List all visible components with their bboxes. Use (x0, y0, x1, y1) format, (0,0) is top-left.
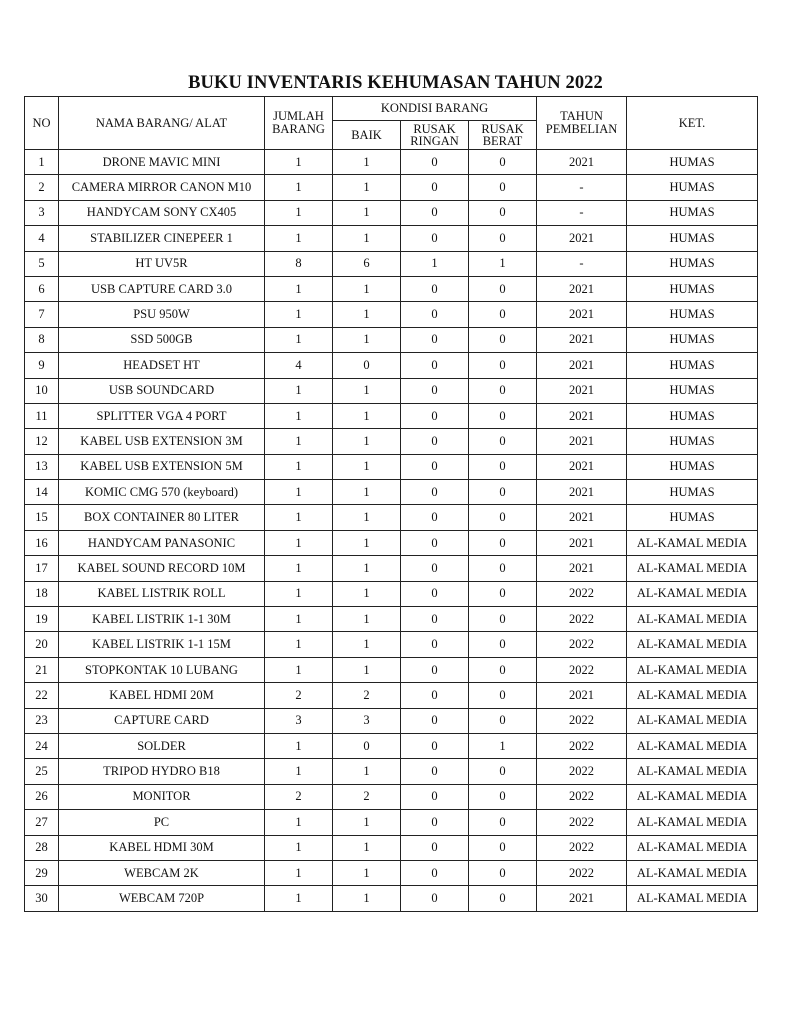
cell-baik: 1 (333, 759, 401, 784)
cell-no: 5 (25, 251, 59, 276)
cell-nama-barang: KABEL HDMI 30M (59, 835, 265, 860)
cell-rusak-berat: 1 (469, 733, 537, 758)
cell-nama-barang: KABEL HDMI 20M (59, 683, 265, 708)
cell-ket: AL-KAMAL MEDIA (627, 683, 758, 708)
cell-tahun-pembelian: 2022 (537, 784, 627, 809)
cell-rusak-ringan: 0 (401, 530, 469, 555)
table-row (25, 327, 758, 352)
cell-ket: AL-KAMAL MEDIA (627, 733, 758, 758)
table-row (25, 835, 758, 860)
cell-jumlah: 1 (265, 480, 333, 505)
cell-jumlah: 1 (265, 403, 333, 428)
cell-rusak-ringan: 1 (401, 251, 469, 276)
cell-baik: 1 (333, 505, 401, 530)
table-row (25, 251, 758, 276)
cell-baik: 1 (333, 530, 401, 555)
cell-jumlah: 1 (265, 505, 333, 530)
cell-tahun-pembelian: 2021 (537, 505, 627, 530)
table-row (25, 607, 758, 632)
table-row (25, 530, 758, 555)
cell-ket: HUMAS (627, 353, 758, 378)
cell-no: 14 (25, 480, 59, 505)
cell-tahun-pembelian: 2022 (537, 708, 627, 733)
cell-jumlah: 1 (265, 733, 333, 758)
cell-nama-barang: PC (59, 810, 265, 835)
cell-no: 15 (25, 505, 59, 530)
cell-rusak-berat: 0 (469, 835, 537, 860)
cell-nama-barang: WEBCAM 2K (59, 860, 265, 885)
cell-rusak-ringan: 0 (401, 429, 469, 454)
cell-rusak-berat: 0 (469, 683, 537, 708)
cell-ket: HUMAS (627, 226, 758, 251)
cell-no: 12 (25, 429, 59, 454)
cell-rusak-berat: 0 (469, 632, 537, 657)
table-row (25, 454, 758, 479)
cell-baik: 1 (333, 607, 401, 632)
cell-nama-barang: KOMIC CMG 570 (keyboard) (59, 480, 265, 505)
cell-rusak-ringan: 0 (401, 632, 469, 657)
cell-ket: HUMAS (627, 302, 758, 327)
cell-rusak-berat: 1 (469, 251, 537, 276)
cell-baik: 2 (333, 784, 401, 809)
cell-no: 30 (25, 886, 59, 911)
cell-rusak-ringan: 0 (401, 175, 469, 200)
cell-rusak-berat: 0 (469, 302, 537, 327)
cell-baik: 1 (333, 200, 401, 225)
cell-jumlah: 1 (265, 200, 333, 225)
cell-jumlah: 1 (265, 454, 333, 479)
header-baik: BAIK (333, 121, 401, 150)
table-row (25, 683, 758, 708)
cell-baik: 1 (333, 378, 401, 403)
cell-rusak-ringan: 0 (401, 581, 469, 606)
cell-rusak-berat: 0 (469, 403, 537, 428)
cell-baik: 1 (333, 454, 401, 479)
cell-ket: HUMAS (627, 200, 758, 225)
cell-jumlah: 1 (265, 556, 333, 581)
cell-rusak-ringan: 0 (401, 276, 469, 301)
cell-rusak-ringan: 0 (401, 657, 469, 682)
cell-rusak-berat: 0 (469, 480, 537, 505)
cell-tahun-pembelian: 2022 (537, 581, 627, 606)
cell-rusak-ringan: 0 (401, 886, 469, 911)
cell-jumlah: 2 (265, 683, 333, 708)
cell-ket: HUMAS (627, 175, 758, 200)
cell-no: 21 (25, 657, 59, 682)
cell-jumlah: 1 (265, 530, 333, 555)
cell-ket: HUMAS (627, 378, 758, 403)
cell-tahun-pembelian: 2022 (537, 607, 627, 632)
table-row (25, 200, 758, 225)
cell-no: 6 (25, 276, 59, 301)
cell-rusak-berat: 0 (469, 607, 537, 632)
cell-tahun-pembelian: 2022 (537, 860, 627, 885)
cell-jumlah: 3 (265, 708, 333, 733)
cell-nama-barang: SPLITTER VGA 4 PORT (59, 403, 265, 428)
cell-no: 24 (25, 733, 59, 758)
cell-no: 29 (25, 860, 59, 885)
cell-no: 9 (25, 353, 59, 378)
cell-nama-barang: KABEL LISTRIK 1-1 15M (59, 632, 265, 657)
cell-ket: HUMAS (627, 150, 758, 175)
table-row (25, 302, 758, 327)
cell-tahun-pembelian: - (537, 200, 627, 225)
table-row (25, 353, 758, 378)
cell-ket: HUMAS (627, 251, 758, 276)
cell-no: 20 (25, 632, 59, 657)
table-body (25, 150, 758, 912)
cell-baik: 1 (333, 657, 401, 682)
cell-rusak-ringan: 0 (401, 403, 469, 428)
header-jumlah-barang (265, 97, 333, 150)
cell-ket: AL-KAMAL MEDIA (627, 708, 758, 733)
cell-tahun-pembelian: 2021 (537, 302, 627, 327)
header-ket: KET. (627, 97, 758, 150)
cell-tahun-pembelian: 2022 (537, 733, 627, 758)
cell-ket: HUMAS (627, 403, 758, 428)
cell-baik: 1 (333, 632, 401, 657)
cell-jumlah: 1 (265, 835, 333, 860)
cell-nama-barang: MONITOR (59, 784, 265, 809)
table-row (25, 150, 758, 175)
cell-no: 2 (25, 175, 59, 200)
cell-tahun-pembelian: 2022 (537, 759, 627, 784)
cell-rusak-berat: 0 (469, 378, 537, 403)
header-no: NO (25, 97, 59, 150)
cell-ket: HUMAS (627, 454, 758, 479)
cell-baik: 1 (333, 302, 401, 327)
cell-rusak-ringan: 0 (401, 353, 469, 378)
cell-jumlah: 1 (265, 759, 333, 784)
cell-tahun-pembelian: 2022 (537, 835, 627, 860)
cell-nama-barang: STOPKONTAK 10 LUBANG (59, 657, 265, 682)
table-row (25, 733, 758, 758)
cell-no: 19 (25, 607, 59, 632)
cell-ket: AL-KAMAL MEDIA (627, 581, 758, 606)
cell-ket: HUMAS (627, 327, 758, 352)
header-tahun-pembelian (537, 97, 627, 150)
header-rb-line1: RUSAK (481, 122, 524, 136)
cell-ket: HUMAS (627, 429, 758, 454)
header-tahun-line2: PEMBELIAN (545, 122, 618, 136)
header-rusak-berat (469, 121, 537, 150)
cell-nama-barang: HANDYCAM PANASONIC (59, 530, 265, 555)
table-row (25, 378, 758, 403)
cell-nama-barang: HANDYCAM SONY CX405 (59, 200, 265, 225)
header-nama-barang: NAMA BARANG/ ALAT (59, 97, 265, 150)
cell-baik: 1 (333, 150, 401, 175)
cell-nama-barang: BOX CONTAINER 80 LITER (59, 505, 265, 530)
table-row (25, 632, 758, 657)
cell-tahun-pembelian: 2021 (537, 327, 627, 352)
cell-jumlah: 4 (265, 353, 333, 378)
cell-ket: AL-KAMAL MEDIA (627, 886, 758, 911)
cell-rusak-berat: 0 (469, 454, 537, 479)
cell-rusak-berat: 0 (469, 556, 537, 581)
cell-nama-barang: WEBCAM 720P (59, 886, 265, 911)
cell-nama-barang: TRIPOD HYDRO B18 (59, 759, 265, 784)
cell-rusak-ringan: 0 (401, 708, 469, 733)
cell-baik: 1 (333, 860, 401, 885)
cell-tahun-pembelian: 2021 (537, 454, 627, 479)
cell-nama-barang: KABEL USB EXTENSION 3M (59, 429, 265, 454)
cell-ket: AL-KAMAL MEDIA (627, 530, 758, 555)
cell-baik: 1 (333, 429, 401, 454)
cell-no: 7 (25, 302, 59, 327)
cell-rusak-ringan: 0 (401, 378, 469, 403)
cell-rusak-berat: 0 (469, 327, 537, 352)
table-row (25, 403, 758, 428)
cell-rusak-ringan: 0 (401, 759, 469, 784)
header-jumlah-line2: BARANG (272, 122, 325, 136)
cell-jumlah: 1 (265, 607, 333, 632)
cell-tahun-pembelian: 2021 (537, 276, 627, 301)
cell-rusak-berat: 0 (469, 429, 537, 454)
header-rusak-ringan (401, 121, 469, 150)
cell-nama-barang: CAPTURE CARD (59, 708, 265, 733)
table-row (25, 860, 758, 885)
cell-nama-barang: DRONE MAVIC MINI (59, 150, 265, 175)
cell-baik: 0 (333, 733, 401, 758)
cell-rusak-ringan: 0 (401, 784, 469, 809)
document-title: BUKU INVENTARIS KEHUMASAN TAHUN 2022 (188, 73, 603, 93)
cell-jumlah: 1 (265, 429, 333, 454)
cell-tahun-pembelian: 2022 (537, 657, 627, 682)
cell-rusak-berat: 0 (469, 530, 537, 555)
cell-rusak-ringan: 0 (401, 607, 469, 632)
cell-tahun-pembelian: 2021 (537, 150, 627, 175)
cell-tahun-pembelian: - (537, 175, 627, 200)
table-row (25, 657, 758, 682)
cell-nama-barang: STABILIZER CINEPEER 1 (59, 226, 265, 251)
cell-nama-barang: SOLDER (59, 733, 265, 758)
cell-rusak-berat: 0 (469, 657, 537, 682)
cell-no: 26 (25, 784, 59, 809)
cell-tahun-pembelian: 2021 (537, 429, 627, 454)
cell-ket: AL-KAMAL MEDIA (627, 784, 758, 809)
cell-jumlah: 1 (265, 302, 333, 327)
cell-baik: 1 (333, 581, 401, 606)
cell-baik: 1 (333, 480, 401, 505)
cell-no: 4 (25, 226, 59, 251)
cell-jumlah: 8 (265, 251, 333, 276)
table-header (25, 97, 758, 150)
cell-baik: 1 (333, 886, 401, 911)
cell-rusak-berat: 0 (469, 784, 537, 809)
table-row (25, 175, 758, 200)
cell-ket: AL-KAMAL MEDIA (627, 860, 758, 885)
cell-rusak-ringan: 0 (401, 150, 469, 175)
header-kondisi-barang: KONDISI BARANG (333, 97, 537, 121)
header-jumlah-line1: JUMLAH (273, 109, 324, 123)
cell-baik: 3 (333, 708, 401, 733)
cell-baik: 0 (333, 353, 401, 378)
cell-no: 3 (25, 200, 59, 225)
cell-rusak-berat: 0 (469, 581, 537, 606)
cell-nama-barang: KABEL LISTRIK ROLL (59, 581, 265, 606)
cell-nama-barang: HT UV5R (59, 251, 265, 276)
cell-baik: 1 (333, 835, 401, 860)
cell-ket: AL-KAMAL MEDIA (627, 632, 758, 657)
cell-no: 18 (25, 581, 59, 606)
cell-jumlah: 1 (265, 657, 333, 682)
table-row (25, 886, 758, 911)
cell-rusak-ringan: 0 (401, 454, 469, 479)
cell-baik: 2 (333, 683, 401, 708)
cell-jumlah: 1 (265, 581, 333, 606)
cell-rusak-ringan: 0 (401, 835, 469, 860)
cell-baik: 1 (333, 226, 401, 251)
cell-tahun-pembelian: - (537, 251, 627, 276)
table-row (25, 276, 758, 301)
cell-no: 28 (25, 835, 59, 860)
header-rr-line2: RINGAN (410, 134, 459, 148)
cell-baik: 1 (333, 175, 401, 200)
cell-nama-barang: KABEL USB EXTENSION 5M (59, 454, 265, 479)
cell-jumlah: 1 (265, 810, 333, 835)
cell-rusak-berat: 0 (469, 810, 537, 835)
cell-baik: 1 (333, 403, 401, 428)
cell-ket: AL-KAMAL MEDIA (627, 759, 758, 784)
cell-rusak-berat: 0 (469, 200, 537, 225)
cell-no: 22 (25, 683, 59, 708)
cell-rusak-ringan: 0 (401, 505, 469, 530)
cell-rusak-ringan: 0 (401, 810, 469, 835)
table-row (25, 505, 758, 530)
table-row (25, 429, 758, 454)
cell-nama-barang: USB SOUNDCARD (59, 378, 265, 403)
cell-rusak-berat: 0 (469, 175, 537, 200)
cell-baik: 1 (333, 556, 401, 581)
cell-rusak-ringan: 0 (401, 733, 469, 758)
cell-baik: 1 (333, 276, 401, 301)
cell-rusak-berat: 0 (469, 708, 537, 733)
cell-rusak-ringan: 0 (401, 556, 469, 581)
cell-ket: AL-KAMAL MEDIA (627, 607, 758, 632)
cell-rusak-ringan: 0 (401, 480, 469, 505)
cell-jumlah: 1 (265, 327, 333, 352)
table-row (25, 759, 758, 784)
cell-nama-barang: PSU 950W (59, 302, 265, 327)
cell-tahun-pembelian: 2022 (537, 632, 627, 657)
cell-rusak-berat: 0 (469, 860, 537, 885)
cell-rusak-ringan: 0 (401, 302, 469, 327)
cell-tahun-pembelian: 2022 (537, 810, 627, 835)
cell-rusak-berat: 0 (469, 759, 537, 784)
cell-baik: 6 (333, 251, 401, 276)
inventory-table (24, 96, 758, 912)
cell-tahun-pembelian: 2021 (537, 886, 627, 911)
table-row (25, 556, 758, 581)
cell-no: 27 (25, 810, 59, 835)
cell-tahun-pembelian: 2021 (537, 353, 627, 378)
cell-tahun-pembelian: 2021 (537, 480, 627, 505)
cell-jumlah: 2 (265, 784, 333, 809)
cell-baik: 1 (333, 327, 401, 352)
cell-rusak-berat: 0 (469, 886, 537, 911)
cell-tahun-pembelian: 2021 (537, 403, 627, 428)
cell-tahun-pembelian: 2021 (537, 378, 627, 403)
cell-nama-barang: KABEL SOUND RECORD 10M (59, 556, 265, 581)
cell-rusak-ringan: 0 (401, 200, 469, 225)
cell-ket: AL-KAMAL MEDIA (627, 810, 758, 835)
cell-tahun-pembelian: 2021 (537, 226, 627, 251)
cell-no: 16 (25, 530, 59, 555)
cell-no: 23 (25, 708, 59, 733)
cell-nama-barang: HEADSET HT (59, 353, 265, 378)
cell-ket: HUMAS (627, 505, 758, 530)
cell-rusak-berat: 0 (469, 353, 537, 378)
cell-rusak-berat: 0 (469, 505, 537, 530)
cell-no: 1 (25, 150, 59, 175)
cell-jumlah: 1 (265, 632, 333, 657)
cell-ket: AL-KAMAL MEDIA (627, 657, 758, 682)
cell-rusak-berat: 0 (469, 276, 537, 301)
cell-no: 11 (25, 403, 59, 428)
cell-jumlah: 1 (265, 175, 333, 200)
cell-jumlah: 1 (265, 226, 333, 251)
cell-rusak-ringan: 0 (401, 860, 469, 885)
cell-no: 10 (25, 378, 59, 403)
header-tahun-line1: TAHUN (560, 109, 603, 123)
cell-rusak-berat: 0 (469, 226, 537, 251)
cell-no: 25 (25, 759, 59, 784)
table-row (25, 708, 758, 733)
cell-tahun-pembelian: 2021 (537, 530, 627, 555)
cell-jumlah: 1 (265, 378, 333, 403)
cell-ket: AL-KAMAL MEDIA (627, 835, 758, 860)
cell-jumlah: 1 (265, 150, 333, 175)
header-rb-line2: BERAT (482, 134, 523, 148)
cell-rusak-ringan: 0 (401, 683, 469, 708)
cell-jumlah: 1 (265, 860, 333, 885)
cell-rusak-berat: 0 (469, 150, 537, 175)
cell-rusak-ringan: 0 (401, 327, 469, 352)
cell-no: 13 (25, 454, 59, 479)
cell-nama-barang: USB CAPTURE CARD 3.0 (59, 276, 265, 301)
cell-jumlah: 1 (265, 886, 333, 911)
cell-baik: 1 (333, 810, 401, 835)
header-rr-line1: RUSAK (413, 122, 456, 136)
cell-nama-barang: CAMERA MIRROR CANON M10 (59, 175, 265, 200)
cell-no: 17 (25, 556, 59, 581)
table-row (25, 784, 758, 809)
table-row (25, 810, 758, 835)
cell-jumlah: 1 (265, 276, 333, 301)
cell-ket: AL-KAMAL MEDIA (627, 556, 758, 581)
cell-nama-barang: SSD 500GB (59, 327, 265, 352)
cell-rusak-ringan: 0 (401, 226, 469, 251)
cell-tahun-pembelian: 2021 (537, 556, 627, 581)
table-row (25, 480, 758, 505)
cell-nama-barang: KABEL LISTRIK 1-1 30M (59, 607, 265, 632)
table-row (25, 226, 758, 251)
cell-no: 8 (25, 327, 59, 352)
cell-ket: HUMAS (627, 276, 758, 301)
cell-ket: HUMAS (627, 480, 758, 505)
table-row (25, 581, 758, 606)
cell-tahun-pembelian: 2021 (537, 683, 627, 708)
